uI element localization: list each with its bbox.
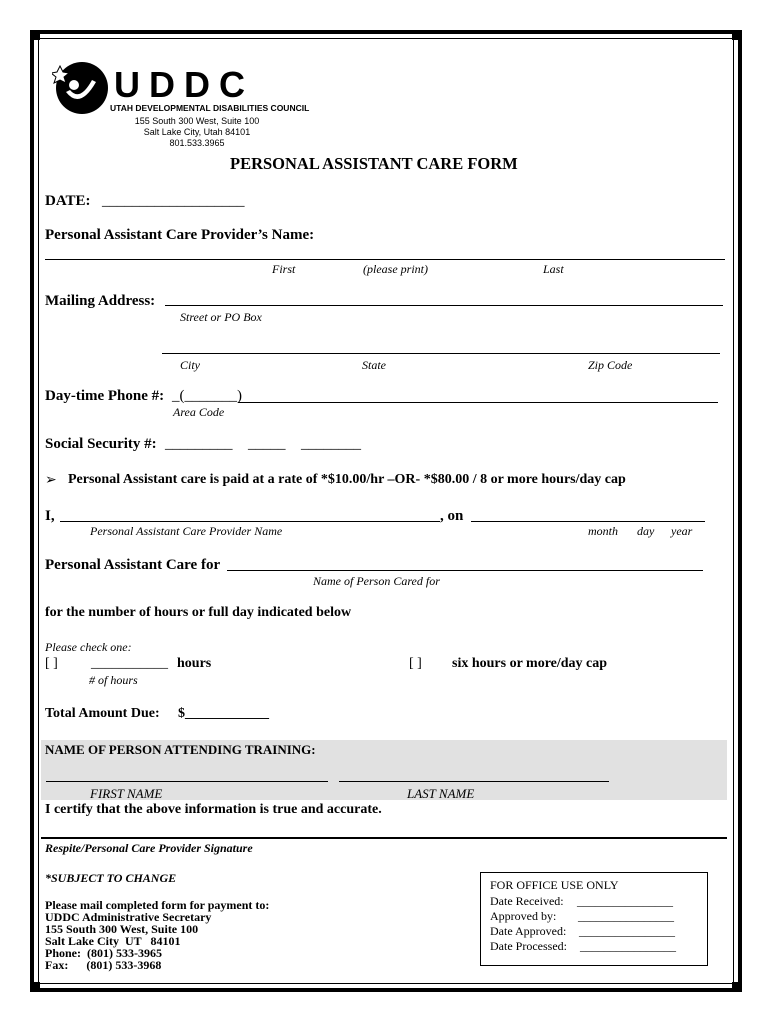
- caption-city: City: [180, 358, 200, 372]
- phone-label: Day-time Phone #:: [45, 388, 165, 404]
- statement-provider-field[interactable]: [60, 521, 440, 522]
- training-last-name-field[interactable]: [339, 781, 609, 782]
- mailing-instructions: [45, 899, 269, 971]
- total-due-field[interactable]: $____________: [178, 706, 269, 721]
- logo-address-line1: 155 South 300 West, Suite 100: [134, 116, 260, 126]
- hours-instruction: for the number of hours or full day indicated below: [45, 605, 352, 620]
- mail-line-2: UDDC Administrative Secretary: [45, 910, 212, 924]
- caption-first: First: [272, 262, 296, 276]
- mailing-address-label: Mailing Address:: [45, 293, 156, 309]
- provider-name-label: Personal Assistant Care Provider’s Name:: [45, 227, 315, 243]
- uddc-logo: [52, 58, 310, 153]
- office-use-title: FOR OFFICE USE ONLY: [490, 878, 619, 892]
- caption-last: Last: [543, 262, 564, 276]
- caption-zip: Zip Code: [588, 358, 633, 372]
- caption-please-print: (please print): [363, 262, 428, 276]
- care-for-name-field[interactable]: [227, 570, 703, 571]
- caption-provider-name: Personal Assistant Care Provider Name: [90, 524, 283, 538]
- care-for-label: Personal Assistant Care for: [45, 557, 221, 573]
- training-label: NAME OF PERSON ATTENDING TRAINING:: [45, 742, 316, 757]
- certify-statement: I certify that the above information is true and accurate.: [45, 802, 382, 817]
- statement-on-label: , on: [440, 508, 464, 524]
- logo-emblem-icon: [52, 58, 112, 116]
- office-date-processed-field[interactable]: ________________: [580, 939, 676, 953]
- office-date-approved-label: Date Approved:: [490, 924, 567, 938]
- check-one-prompt: Please check one:: [45, 640, 132, 654]
- city-state-zip-field[interactable]: [162, 353, 720, 354]
- area-code-field[interactable]: _(_______): [172, 388, 242, 404]
- ssn-label: Social Security #:: [45, 436, 157, 452]
- caption-month: month: [588, 524, 618, 538]
- logo-org-name: UTAH DEVELOPMENTAL DISABILITIES COUNCIL: [110, 103, 310, 113]
- caption-year: year: [671, 524, 693, 538]
- date-label: DATE:: [45, 193, 91, 209]
- corner-ornament: [732, 982, 742, 992]
- office-date-processed-label: Date Processed:: [490, 939, 567, 953]
- office-approved-by-label: Approved by:: [490, 909, 557, 923]
- hours-checkbox[interactable]: [ ]: [45, 656, 58, 671]
- office-date-approved-field[interactable]: ________________: [579, 924, 675, 938]
- caption-num-hours: # of hours: [89, 673, 138, 687]
- hours-label: hours: [177, 656, 212, 671]
- form-title: PERSONAL ASSISTANT CARE FORM: [230, 154, 518, 173]
- ssn-field-part3[interactable]: ________: [301, 436, 361, 452]
- logo-address-line2: Salt Lake City, Utah 84101: [143, 127, 251, 137]
- subject-to-change: *SUBJECT TO CHANGE: [45, 871, 177, 885]
- mail-line-1: Please mail completed form for payment to:: [45, 898, 270, 912]
- mail-line-4: Salt Lake City UT 84101: [45, 934, 181, 948]
- six-hours-checkbox[interactable]: [ ]: [409, 656, 422, 671]
- training-first-name-field[interactable]: [46, 781, 328, 782]
- logo-wordmark: UDDC: [114, 64, 254, 105]
- office-date-received-field[interactable]: ________________: [577, 894, 673, 908]
- statement-date-field[interactable]: [471, 521, 705, 522]
- logo-phone: 801.533.3965: [169, 138, 225, 148]
- mail-line-6: Fax: (801) 533-3968: [45, 958, 162, 972]
- provider-name-field[interactable]: [45, 259, 725, 260]
- phone-number-field[interactable]: [238, 402, 718, 403]
- mail-line-3: 155 South 300 West, Suite 100: [45, 922, 199, 936]
- ssn-field-part2[interactable]: _____: [248, 436, 286, 452]
- signature-caption: Respite/Personal Care Provider Signature: [45, 841, 253, 855]
- statement-i-label: I,: [45, 508, 55, 524]
- corner-ornament: [732, 30, 742, 40]
- caption-training-last: LAST NAME: [407, 786, 475, 801]
- caption-training-first: FIRST NAME: [90, 786, 163, 801]
- corner-ornament: [30, 30, 40, 40]
- mail-line-5: Phone: (801) 533-3965: [45, 946, 162, 960]
- caption-street: Street or PO Box: [180, 310, 262, 324]
- ssn-field-part1[interactable]: _________: [165, 436, 233, 452]
- caption-state: State: [362, 358, 386, 372]
- caption-day: day: [637, 524, 655, 538]
- caption-area-code: Area Code: [173, 405, 225, 419]
- rate-statement: Personal Assistant care is paid at a rate of *$10.00/hr –OR- *$80.00 / 8 or more hours/day cap: [68, 472, 626, 487]
- office-date-received-label: Date Received:: [490, 894, 564, 908]
- six-hours-label: six hours or more/day cap: [452, 656, 608, 671]
- caption-person-cared-for: Name of Person Cared for: [313, 574, 440, 588]
- signature-field[interactable]: [41, 837, 727, 839]
- office-approved-by-field[interactable]: ________________: [578, 909, 674, 923]
- date-field[interactable]: ___________________: [102, 193, 245, 209]
- corner-ornament: [30, 982, 40, 992]
- street-field[interactable]: [165, 305, 723, 306]
- arrow-bullet-icon: ➢: [45, 473, 57, 488]
- hours-count-field[interactable]: ___________: [91, 656, 168, 671]
- total-due-label: Total Amount Due:: [45, 706, 160, 721]
